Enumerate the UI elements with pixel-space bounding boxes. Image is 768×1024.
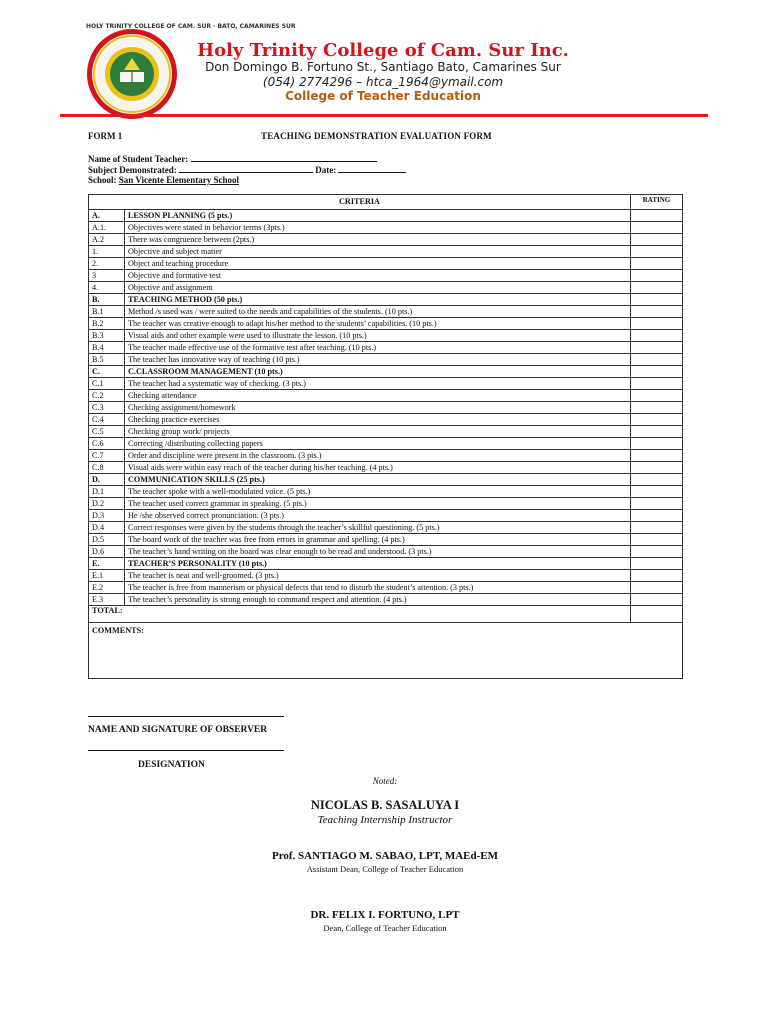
rating-cell[interactable] <box>631 294 683 306</box>
student-teacher-label: Name of Student Teacher: <box>88 154 189 164</box>
criteria-row <box>89 390 683 402</box>
rating-cell[interactable] <box>631 426 683 438</box>
criteria-code: C. <box>89 366 125 378</box>
rating-cell[interactable] <box>631 318 683 330</box>
criteria-row <box>89 234 683 246</box>
criteria-code: D.1 <box>89 486 125 498</box>
criteria-text: C.CLASSROOM MANAGEMENT (10 pts.) <box>125 366 631 378</box>
assistant-dean-name: Prof. SANTIAGO M. SABAO, LPT, MAEd-EM <box>271 850 498 862</box>
criteria-text: Correct responses were given by the students through the teacher’s skillful questioning. (5 pts.) <box>125 522 631 534</box>
criteria-code: C.1 <box>89 378 125 390</box>
criteria-row <box>89 570 683 582</box>
rating-cell[interactable] <box>631 330 683 342</box>
criteria-text: LESSON PLANNING (5 pts.) <box>125 210 631 222</box>
criteria-text: The teacher made effective use of the formative test after teaching. (10 pts.) <box>125 342 631 354</box>
criteria-code: D.4 <box>89 522 125 534</box>
criteria-row <box>89 354 683 366</box>
criteria-row <box>89 426 683 438</box>
criteria-row <box>89 342 683 354</box>
criteria-text: The teacher used correct grammar in speaking. (5 pts.) <box>125 498 631 510</box>
section-row <box>89 366 683 378</box>
school-label: School: <box>88 175 117 185</box>
subject-field[interactable] <box>179 164 313 173</box>
rating-cell[interactable] <box>631 582 683 594</box>
criteria-code: D.6 <box>89 546 125 558</box>
criteria-text: The board work of the teacher was free from errors in grammar and spelling. (4 pts.) <box>125 534 631 546</box>
rating-cell[interactable] <box>631 450 683 462</box>
form-number: FORM 1 <box>88 131 123 141</box>
criteria-text: The teacher has innovative way of teaching (10 pts.) <box>125 354 631 366</box>
criteria-code: B.2 <box>89 318 125 330</box>
criteria-row <box>89 462 683 474</box>
rating-cell[interactable] <box>631 222 683 234</box>
instructor-title: Teaching Internship Instructor <box>317 814 453 826</box>
criteria-code: E.2 <box>89 582 125 594</box>
total-rating-cell[interactable] <box>631 606 683 623</box>
criteria-code: B.4 <box>89 342 125 354</box>
criteria-code: 3 <box>89 270 125 282</box>
criteria-table <box>88 194 683 679</box>
designation-label: DESIGNATION <box>138 760 205 770</box>
criteria-row <box>89 330 683 342</box>
rating-cell[interactable] <box>631 306 683 318</box>
criteria-text: Visual aids and other example were used to illustrate the lesson. (10 pts.) <box>125 330 631 342</box>
rating-cell[interactable] <box>631 462 683 474</box>
rating-cell[interactable] <box>631 210 683 222</box>
criteria-text: COMMUNICATION SKILLS (25 pts.) <box>125 474 631 486</box>
rating-cell[interactable] <box>631 342 683 354</box>
criteria-text: The teacher is free from mannerism or physical defects that tend to disturb the student’s attention. (3 pts.) <box>125 582 631 594</box>
criteria-text: Object and teaching procedure <box>125 258 631 270</box>
rating-cell[interactable] <box>631 354 683 366</box>
section-row <box>89 474 683 486</box>
criteria-row <box>89 246 683 258</box>
criteria-text: Checking group work/ projects <box>125 426 631 438</box>
rating-cell[interactable] <box>631 510 683 522</box>
criteria-row <box>89 306 683 318</box>
criteria-text: Objectives were stated in behavior terms (3pts.) <box>125 222 631 234</box>
criteria-header: CRITERIA <box>89 195 631 210</box>
rating-cell[interactable] <box>631 414 683 426</box>
criteria-row <box>89 414 683 426</box>
criteria-code: B.5 <box>89 354 125 366</box>
criteria-row <box>89 546 683 558</box>
school-value: San Vicente Elementary School <box>118 175 240 185</box>
rating-cell[interactable] <box>631 378 683 390</box>
subject-label: Subject Demonstrated: <box>88 165 177 175</box>
criteria-code: C.6 <box>89 438 125 450</box>
criteria-code: D.2 <box>89 498 125 510</box>
seal-text: HOLY TRINITY COLLEGE OF CAM. SUR · BATO, CAMARINES SUR <box>86 23 296 30</box>
dean-title: Dean, College of Teacher Education <box>323 923 447 933</box>
criteria-row <box>89 378 683 390</box>
criteria-text: Visual aids were within easy reach of the teacher during his/her teaching. (4 pts.) <box>125 462 631 474</box>
date-field[interactable] <box>338 164 406 173</box>
criteria-text: The teacher is neat and well-groomed. (3 pts.) <box>125 570 631 582</box>
section-row <box>89 558 683 570</box>
criteria-text: Checking attendance <box>125 390 631 402</box>
criteria-row <box>89 594 683 606</box>
criteria-row <box>89 270 683 282</box>
rating-cell[interactable] <box>631 546 683 558</box>
criteria-text: Method /s used was / were suited to the needs and capabilities of the students. (10 pts.) <box>125 306 631 318</box>
form-title: TEACHING DEMONSTRATION EVALUATION FORM <box>261 131 492 141</box>
criteria-code: E.1 <box>89 570 125 582</box>
section-row <box>89 210 683 222</box>
criteria-code: A. <box>89 210 125 222</box>
criteria-code: D. <box>89 474 125 486</box>
criteria-code: 4. <box>89 282 125 294</box>
college-name: College of Teacher Education <box>285 89 481 103</box>
criteria-code: C.3 <box>89 402 125 414</box>
criteria-code: C.7 <box>89 450 125 462</box>
rating-cell[interactable] <box>631 390 683 402</box>
criteria-row <box>89 534 683 546</box>
criteria-text: Checking assignment/homework <box>125 402 631 414</box>
criteria-text: Order and discipline were present in the classroom. (3 pts.) <box>125 450 631 462</box>
rating-cell[interactable] <box>631 438 683 450</box>
total-row <box>89 606 683 623</box>
criteria-code: A.2 <box>89 234 125 246</box>
observer-label: NAME AND SIGNATURE OF OBSERVER <box>88 725 268 735</box>
rating-cell[interactable] <box>631 594 683 606</box>
designation-line[interactable] <box>88 750 284 751</box>
rating-cell[interactable] <box>631 486 683 498</box>
criteria-row <box>89 522 683 534</box>
criteria-row <box>89 498 683 510</box>
subject-row <box>88 164 406 175</box>
criteria-text: The teacher had a systematic way of checking. (3 pts.) <box>125 378 631 390</box>
criteria-text: There was congruence between (2pts.) <box>125 234 631 246</box>
total-label: TOTAL: <box>89 606 631 623</box>
rating-cell[interactable] <box>631 522 683 534</box>
rating-cell[interactable] <box>631 570 683 582</box>
section-row <box>89 294 683 306</box>
student-teacher-row <box>88 153 377 164</box>
criteria-code: E.3 <box>89 594 125 606</box>
criteria-text: TEACHING METHOD (50 pts.) <box>125 294 631 306</box>
criteria-code: 1. <box>89 246 125 258</box>
dean-name: DR. FELIX I. FORTUNO, LPT <box>310 909 460 921</box>
criteria-row <box>89 486 683 498</box>
criteria-row <box>89 402 683 414</box>
criteria-text: Correcting /distributing collecting papers <box>125 438 631 450</box>
criteria-text: Checking practice exercises <box>125 414 631 426</box>
rating-cell[interactable] <box>631 246 683 258</box>
criteria-row <box>89 282 683 294</box>
criteria-code: C.2 <box>89 390 125 402</box>
date-label: Date: <box>315 165 337 175</box>
rating-cell[interactable] <box>631 270 683 282</box>
criteria-text: He /she observed correct pronunciation. (3 pts.) <box>125 510 631 522</box>
criteria-code: 2. <box>89 258 125 270</box>
criteria-text: Objective and assignment <box>125 282 631 294</box>
rating-cell[interactable] <box>631 234 683 246</box>
student-teacher-field[interactable] <box>191 153 377 162</box>
rating-cell[interactable] <box>631 402 683 414</box>
rating-cell[interactable] <box>631 498 683 510</box>
rating-cell[interactable] <box>631 474 683 486</box>
criteria-code: B. <box>89 294 125 306</box>
criteria-code: E. <box>89 558 125 570</box>
observer-signature-line[interactable] <box>88 716 284 717</box>
school-address: Don Domingo B. Fortuno St., Santiago Bato, Camarines Sur <box>205 60 561 74</box>
criteria-row <box>89 222 683 234</box>
criteria-row <box>89 318 683 330</box>
rating-cell[interactable] <box>631 534 683 546</box>
criteria-code: D.5 <box>89 534 125 546</box>
noted-label: Noted: <box>372 776 398 786</box>
rating-header: RATING <box>631 195 683 210</box>
criteria-text: The teacher’s personality is strong enough to command respect and attention. (4 pts.) <box>125 594 631 606</box>
criteria-text: Objective and subject matter <box>125 246 631 258</box>
criteria-code: C.8 <box>89 462 125 474</box>
table-header-row <box>89 195 683 210</box>
criteria-row <box>89 438 683 450</box>
rating-cell[interactable] <box>631 366 683 378</box>
criteria-code: A.1. <box>89 222 125 234</box>
criteria-text: The teacher was creative enough to adapt his/her method to the students’ capabilities. (10 pts.) <box>125 318 631 330</box>
rating-cell[interactable] <box>631 258 683 270</box>
criteria-text: TEACHER’S PERSONALITY (10 pts.) <box>125 558 631 570</box>
criteria-code: D.3 <box>89 510 125 522</box>
criteria-code: B.3 <box>89 330 125 342</box>
criteria-row <box>89 258 683 270</box>
criteria-row <box>89 582 683 594</box>
header-divider <box>60 114 708 117</box>
rating-cell[interactable] <box>631 558 683 570</box>
criteria-code: B.1 <box>89 306 125 318</box>
criteria-text: Objective and formative test <box>125 270 631 282</box>
school-contact: (054) 2774296 – htca_1964@ymail.com <box>262 75 504 89</box>
criteria-code: C.5 <box>89 426 125 438</box>
comments-row[interactable] <box>89 623 683 679</box>
criteria-text: The teacher’s hand writing on the board was clear enough to be read and understood. (3 pts.) <box>125 546 631 558</box>
school-row <box>88 175 239 185</box>
assistant-dean-title: Assistant Dean, College of Teacher Education <box>306 864 464 874</box>
comments-label[interactable]: COMMENTS: <box>89 623 683 679</box>
instructor-name: NICOLAS B. SASALUYA I <box>310 798 460 812</box>
criteria-text: The teacher spoke with a well-modulated voice. (5 pts.) <box>125 486 631 498</box>
school-name: Holy Trinity College of Cam. Sur Inc. <box>197 40 569 61</box>
rating-cell[interactable] <box>631 282 683 294</box>
criteria-row <box>89 510 683 522</box>
criteria-code: C.4 <box>89 414 125 426</box>
criteria-row <box>89 450 683 462</box>
college-seal-logo <box>86 23 296 120</box>
